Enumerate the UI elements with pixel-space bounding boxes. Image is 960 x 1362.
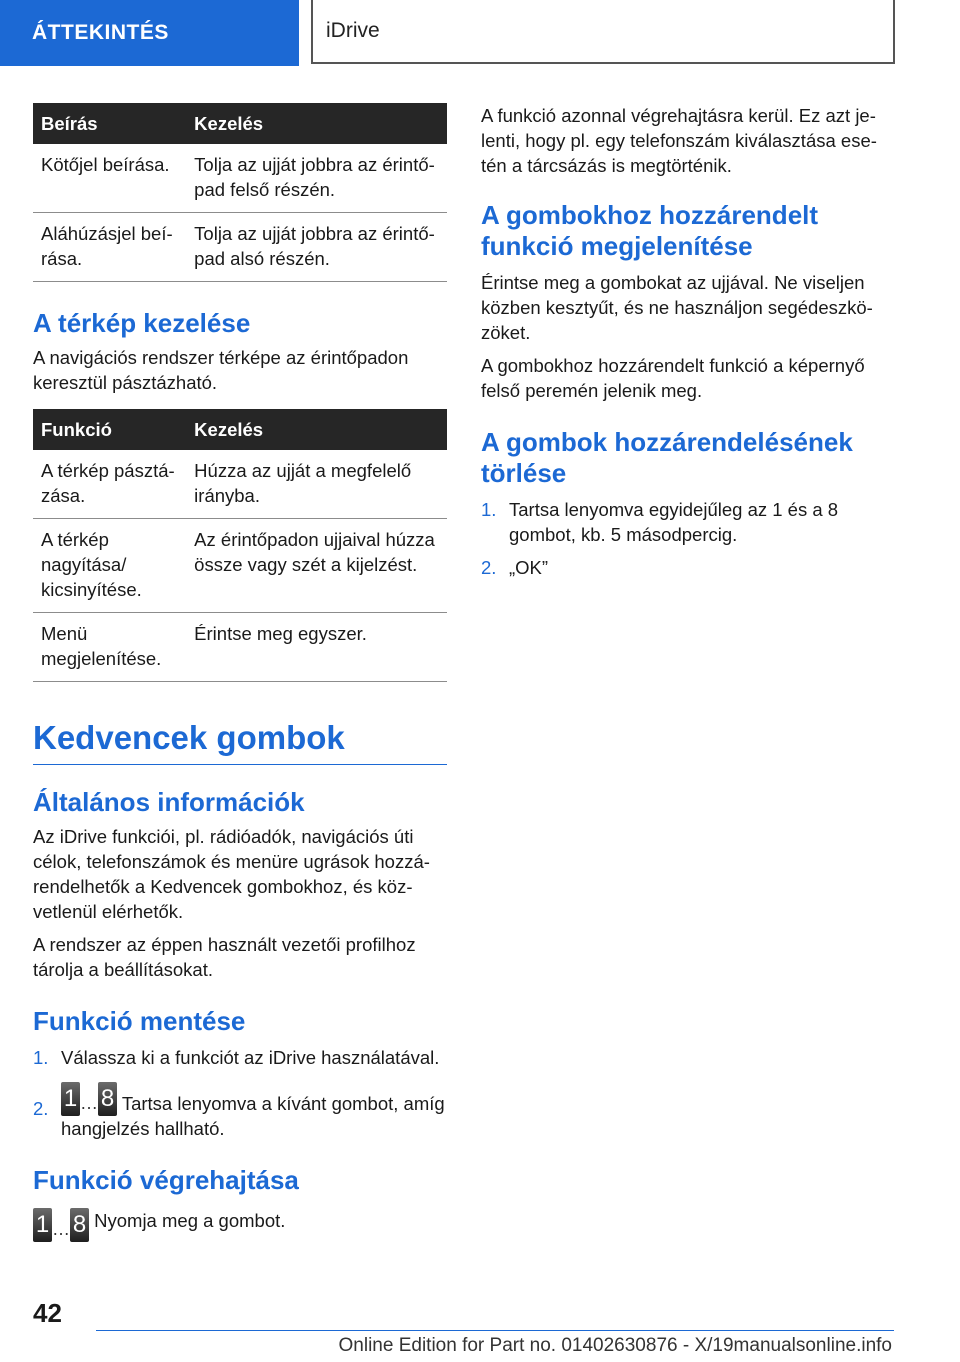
list-item [33,1082,447,1141]
assigned-paragraph-1: Érintse meg a gombokat az ujjával. Ne viseljen közben kesztyűt, és ne használjon segédeszközöket. [481,272,873,343]
delete-steps [481,497,883,580]
table-row [33,450,447,519]
table-header-cell: Kezelés [186,409,447,450]
list-item [481,555,883,580]
chapter-tab [311,0,895,64]
table-cell: Kötőjel beírása. [33,144,186,213]
footer-edition: Online Edition for Part no. 01402630876 - X/19manualsonline.info [338,1335,892,1356]
map-intro: A navigációs rendszer térképe az érintőpadon keresztül pásztázható. [33,347,409,393]
chapter-title: iDrive [326,19,380,42]
table-row [33,144,447,213]
list-item [33,1045,447,1070]
table-header-cell: Kezelés [186,103,447,144]
input-table [33,103,447,282]
table-header-cell: Funkció [33,409,186,450]
general-paragraph-2: A rendszer az éppen használt vezetői profilhoz tárolja a beállításokat. [33,934,416,980]
table-row [33,613,447,682]
section-heading-map: A térkép kezelése [33,308,251,338]
table-row [33,213,447,282]
table-cell: Az érintőpadon ujjaival húzza össze vagy szét a kijelzést. [186,519,447,613]
step-text: Válassza ki a funkciót az iDrive használatával. [61,1047,440,1068]
save-steps [33,1045,447,1141]
map-table [33,409,447,682]
step-text: Tartsa lenyomva egyidejűleg az 1 és a 8 gombot, kb. 5 másodpercig. [509,499,839,545]
favorite-key-1-icon: 1 [61,1082,80,1116]
table-cell: Aláhúzásjel beírása. [33,213,186,282]
section-heading-general: Általános információk [33,787,305,817]
ellipsis: … [80,1093,98,1113]
list-item [481,497,883,547]
execute-text: Nyomja meg a gombot. [94,1210,286,1231]
section-heading-delete: A gombok hozzárendelésének törlése [481,427,853,488]
favorite-key-8-icon: 8 [98,1082,117,1116]
table-header-cell: Beírás [33,103,186,144]
step-number: 1. [33,1047,49,1068]
step-number: 2. [33,1098,49,1119]
left-column [33,103,447,1242]
footer-divider [96,1330,894,1331]
section-tab [0,0,299,66]
page-number: 42 [33,1298,62,1328]
section-heading-save: Funkció mentése [33,1006,246,1036]
table-row [33,519,447,613]
table-cell: Tolja az ujját jobbra az érintőpad felső részén. [186,144,447,213]
favorite-key-1-icon: 1 [33,1208,52,1242]
step-text: „OK” [509,557,549,578]
table-cell: A térkép pásztázása. [33,450,186,519]
table-cell: Tolja az ujját jobbra az érintőpad alsó részén. [186,213,447,282]
step-number: 2. [481,557,497,578]
section-heading-execute: Funkció végrehajtása [33,1165,299,1195]
table-cell: Érintse meg egyszer. [186,613,447,682]
ellipsis: … [52,1219,70,1239]
table-cell: Menü megjelenítése. [33,613,186,682]
assigned-paragraph-2: A gombokhoz hozzárendelt funkció a képernyő felső peremén jelenik meg. [481,355,865,401]
section-title: ÁTTEKINTÉS [32,21,169,44]
right-paragraph-1: A funkció azonnal végrehajtásra kerül. Ez azt jelenti, hogy pl. egy telefonszám kiválasztása esetén a tárcsázás is megtörténik. [481,105,877,176]
table-cell: A térkép nagyítása/ kicsinyítése. [33,519,186,613]
execute-row [33,1208,447,1242]
step-text: Tartsa lenyomva a kívánt gombot, amíg hangjelzés hallható. [61,1093,445,1139]
table-cell: Húzza az ujját a megfelelő irányba. [186,450,447,519]
step-number: 1. [481,499,497,520]
favorite-key-8-icon: 8 [70,1208,89,1242]
right-column [481,103,883,588]
section-heading-assigned: A gombokhoz hozzárendelt funkció megjelenítése [481,200,819,261]
general-paragraph-1: Az iDrive funkciói, pl. rádióadók, navigációs úti célok, telefonszámok és menüre ugrások hozzárendelhetők a Kedvencek gombokhoz, és közvetlenül elérhetők. [33,826,430,922]
chapter-heading-favorites: Kedvencek gombok [33,718,447,765]
